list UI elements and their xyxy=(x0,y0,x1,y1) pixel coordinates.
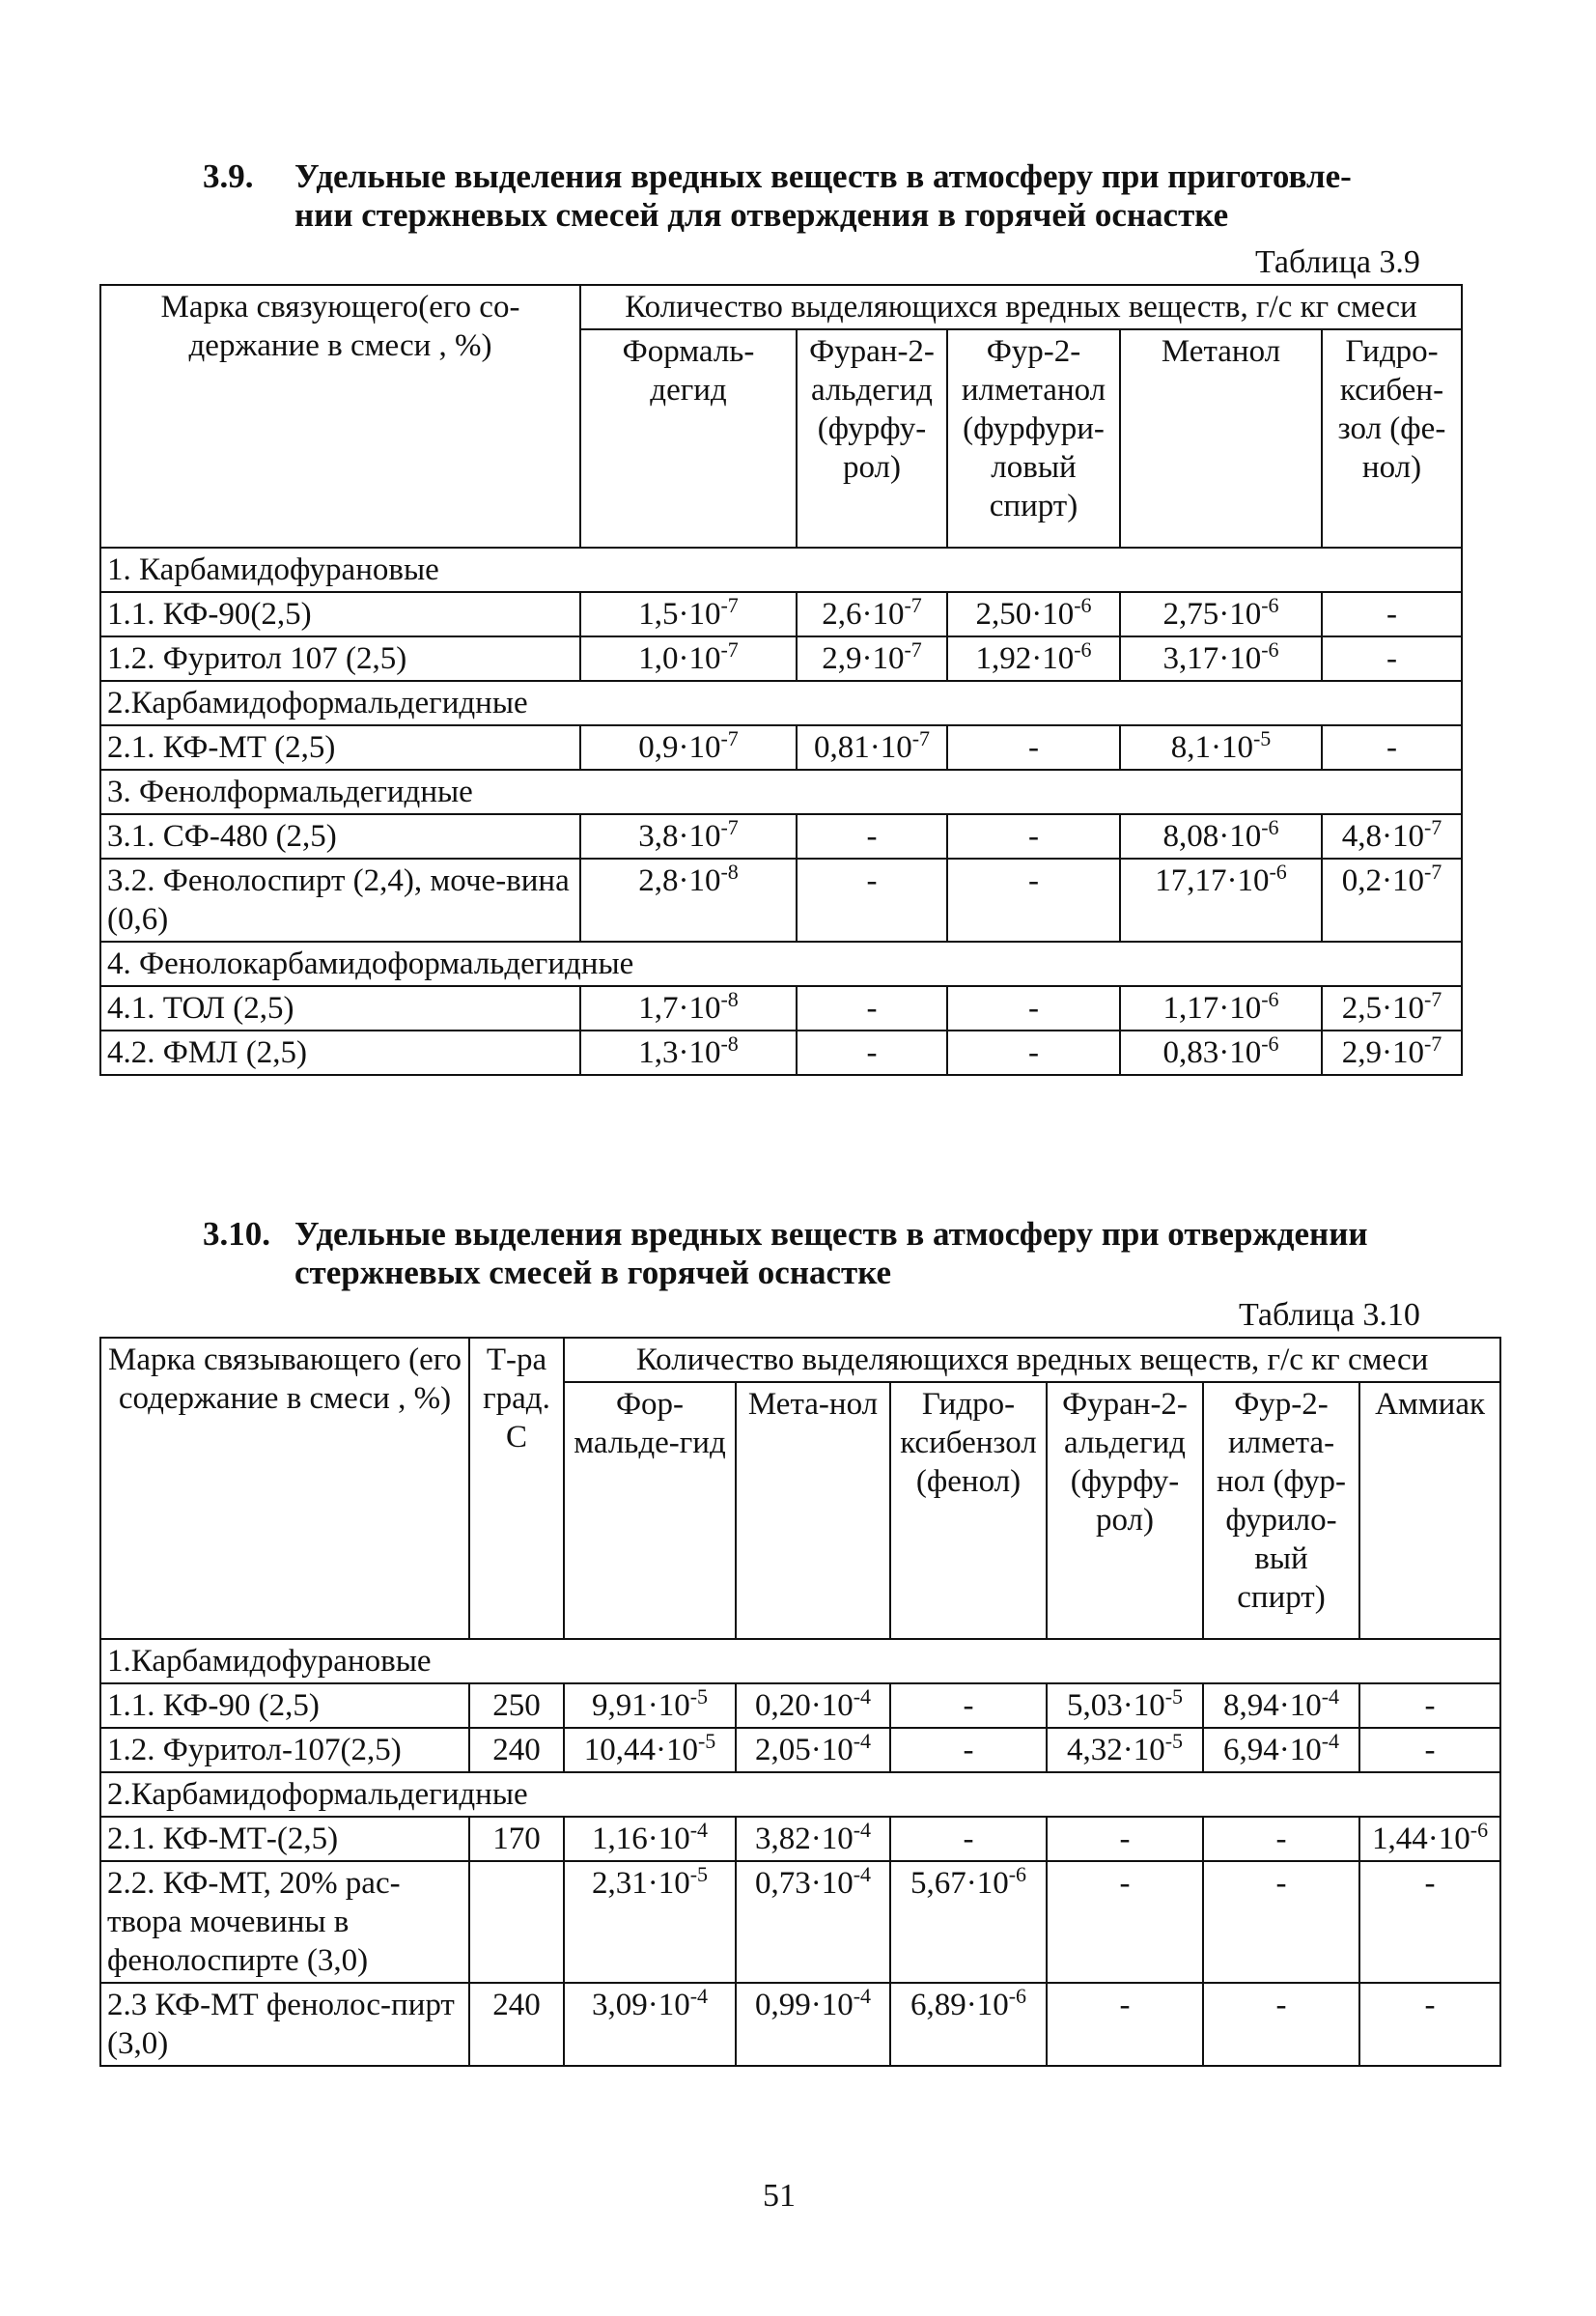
value-cell xyxy=(890,1728,1047,1772)
table-row xyxy=(100,636,1462,681)
value-cell xyxy=(1322,859,1462,942)
value-exponent: -6 xyxy=(1074,593,1092,617)
value-cell xyxy=(1047,1728,1203,1772)
value-cell xyxy=(1047,1983,1203,2066)
header-binder: Марка связывающего (его содержание в смеси , %) xyxy=(100,1338,469,1639)
value-base: 3,17·10 xyxy=(1162,641,1262,676)
value-exponent: -6 xyxy=(1261,637,1279,662)
temperature-cell: 240 xyxy=(469,1983,564,2066)
value-cell xyxy=(580,1031,797,1075)
table-row xyxy=(100,814,1462,859)
value-base: 2,9·10 xyxy=(1341,1035,1424,1070)
value-exponent: -8 xyxy=(720,987,739,1011)
table-3-9-label: Таблица 3.9 xyxy=(1255,244,1420,280)
value-base: 0,99·10 xyxy=(754,1988,854,2022)
binder-cell: 4.1. ТОЛ (2,5) xyxy=(100,986,580,1031)
header-furfural: Фуран-2-альдегид (фурфу-рол) xyxy=(1047,1382,1203,1639)
temperature-cell xyxy=(469,1861,564,1983)
value-exponent: -5 xyxy=(689,1862,709,1886)
header-quantity: Количество выделяющихся вредных веществ, г/с кг смеси xyxy=(580,285,1462,329)
value-base: 2,8·10 xyxy=(638,863,721,898)
value-base: 2,75·10 xyxy=(1162,597,1262,632)
value-base: 2,50·10 xyxy=(975,597,1075,632)
value-base: 9,91·10 xyxy=(591,1688,690,1723)
binder-cell: 2.1. КФ-МТ-(2,5) xyxy=(100,1817,469,1861)
binder-cell: 1.2. Фуритол 107 (2,5) xyxy=(100,636,580,681)
value-base: 5,67·10 xyxy=(910,1866,1009,1901)
heading-line-2: стержневых смесей в горячей оснастке xyxy=(294,1254,892,1291)
value-base: - xyxy=(1424,1688,1436,1723)
header-ammonia: Аммиак xyxy=(1359,1382,1500,1639)
value-base: 2,6·10 xyxy=(822,597,905,632)
value-exponent: -7 xyxy=(1423,1031,1442,1056)
value-base: - xyxy=(1386,597,1397,632)
value-base: 0,2·10 xyxy=(1341,863,1424,898)
temperature-cell: 250 xyxy=(469,1683,564,1728)
value-base: 1,7·10 xyxy=(638,991,721,1026)
value-cell xyxy=(947,814,1120,859)
value-base: - xyxy=(963,1688,974,1723)
group-name: 1.Карбамидофурановые xyxy=(100,1639,1500,1683)
value-base: - xyxy=(1028,730,1039,765)
header-binder: Марка связующего(его со-держание в смеси , %) xyxy=(100,285,580,548)
value-exponent: -7 xyxy=(904,637,922,662)
value-base: 8,08·10 xyxy=(1162,819,1262,854)
group-name: 2.Карбамидоформальдегидные xyxy=(100,1772,1500,1817)
value-base: - xyxy=(1028,991,1039,1026)
value-base: - xyxy=(1028,819,1039,854)
value-exponent: -7 xyxy=(720,726,739,750)
value-exponent: -6 xyxy=(1074,637,1092,662)
value-base: 1,0·10 xyxy=(638,641,721,676)
group-row xyxy=(100,1772,1500,1817)
group-row xyxy=(100,681,1462,725)
value-cell xyxy=(947,636,1120,681)
group-name: 4. Фенолокарбамидоформальдегидные xyxy=(100,942,1462,986)
value-exponent: -6 xyxy=(1261,987,1279,1011)
value-exponent: -7 xyxy=(720,593,739,617)
value-base: - xyxy=(1386,730,1397,765)
header-quantity: Количество выделяющихся вредных веществ, г/с кг смеси xyxy=(564,1338,1500,1382)
value-base: - xyxy=(1028,863,1039,898)
value-base: 0,83·10 xyxy=(1162,1035,1262,1070)
value-base: 6,94·10 xyxy=(1222,1733,1322,1767)
value-exponent: -4 xyxy=(689,1984,709,2008)
value-exponent: -4 xyxy=(689,1818,709,1842)
table-row xyxy=(100,1817,1500,1861)
table-3-9 xyxy=(99,284,1463,1076)
value-cell xyxy=(1322,592,1462,636)
value-base: 8,94·10 xyxy=(1222,1688,1322,1723)
value-cell xyxy=(1203,1983,1359,2066)
temperature-cell: 240 xyxy=(469,1728,564,1772)
value-base: - xyxy=(866,1035,878,1070)
binder-cell: 2.1. КФ-МТ (2,5) xyxy=(100,725,580,770)
value-cell xyxy=(1120,636,1322,681)
value-base: 0,81·10 xyxy=(813,730,912,765)
value-base: - xyxy=(1119,1866,1131,1901)
value-cell xyxy=(1203,1861,1359,1983)
value-cell xyxy=(564,1817,736,1861)
group-row xyxy=(100,1639,1500,1683)
value-exponent: -5 xyxy=(1164,1729,1184,1753)
header-temperature: Т-ра град. С xyxy=(469,1338,564,1639)
group-name: 2.Карбамидоформальдегидные xyxy=(100,681,1462,725)
value-base: 2,5·10 xyxy=(1341,991,1424,1026)
binder-cell: 4.2. ФМЛ (2,5) xyxy=(100,1031,580,1075)
value-exponent: -7 xyxy=(1423,815,1442,839)
value-exponent: -7 xyxy=(1423,860,1442,884)
value-cell xyxy=(1120,814,1322,859)
value-base: - xyxy=(1386,641,1397,676)
binder-cell: 2.3 КФ-МТ фенолос-пирт (3,0) xyxy=(100,1983,469,2066)
table-row xyxy=(100,725,1462,770)
header-furfuryl: Фур-2-илмета-нол (фур-фурило-вый спирт) xyxy=(1203,1382,1359,1639)
value-exponent: -7 xyxy=(1423,987,1442,1011)
value-exponent: -5 xyxy=(689,1684,709,1709)
value-exponent: -7 xyxy=(911,726,931,750)
table-row xyxy=(100,592,1462,636)
value-exponent: -8 xyxy=(720,1031,739,1056)
value-cell xyxy=(890,1817,1047,1861)
value-exponent: -6 xyxy=(1261,593,1279,617)
heading-line-1: Удельные выделения вредных веществ в атмосферу при приготовле- xyxy=(294,157,1352,195)
value-cell xyxy=(580,725,797,770)
binder-cell: 1.2. Фуритол-107(2,5) xyxy=(100,1728,469,1772)
value-base: - xyxy=(866,863,878,898)
group-row xyxy=(100,942,1462,986)
value-exponent: -7 xyxy=(720,637,739,662)
value-cell xyxy=(1120,725,1322,770)
page-number: 51 xyxy=(763,2178,796,2214)
value-cell xyxy=(1120,592,1322,636)
value-base: - xyxy=(963,1733,974,1767)
value-base: 3,09·10 xyxy=(591,1988,690,2022)
header-formaldehyde: Фор-мальде-гид xyxy=(564,1382,736,1639)
value-exponent: -5 xyxy=(1252,726,1272,750)
value-cell xyxy=(1203,1683,1359,1728)
value-cell xyxy=(580,814,797,859)
value-cell xyxy=(797,859,947,942)
value-exponent: -6 xyxy=(1470,1818,1489,1842)
table-row xyxy=(100,1683,1500,1728)
heading-line-2: нии стержневых смесей для отверждения в горячей оснастке xyxy=(294,196,1229,234)
table-row xyxy=(100,859,1462,942)
binder-cell: 1.1. КФ-90(2,5) xyxy=(100,592,580,636)
value-cell xyxy=(736,1683,890,1728)
value-exponent: -4 xyxy=(853,1984,872,2008)
value-exponent: -4 xyxy=(853,1818,872,1842)
header-phenol: Гидро-ксибен-зол (фе-нол) xyxy=(1322,329,1462,548)
value-cell xyxy=(1203,1817,1359,1861)
value-cell xyxy=(797,725,947,770)
value-cell xyxy=(1203,1728,1359,1772)
value-exponent: -6 xyxy=(1261,1031,1279,1056)
table-3-10 xyxy=(99,1337,1501,2067)
value-base: - xyxy=(1119,1988,1131,2022)
value-cell xyxy=(736,1817,890,1861)
value-cell xyxy=(1047,1683,1203,1728)
value-cell xyxy=(1047,1861,1203,1983)
group-name: 3. Фенолформальдегидные xyxy=(100,770,1462,814)
value-base: 3,82·10 xyxy=(754,1822,854,1856)
value-base: - xyxy=(1424,1733,1436,1767)
value-base: - xyxy=(1119,1822,1131,1856)
value-cell xyxy=(564,1683,736,1728)
group-name: 1. Карбамидофурановые xyxy=(100,548,1462,592)
value-exponent: -6 xyxy=(1008,1984,1027,2008)
value-base: 1,3·10 xyxy=(638,1035,721,1070)
value-base: 2,05·10 xyxy=(754,1733,854,1767)
value-base: 2,9·10 xyxy=(822,641,905,676)
value-cell xyxy=(797,636,947,681)
value-exponent: -4 xyxy=(853,1862,872,1886)
value-base: - xyxy=(1424,1988,1436,2022)
value-cell xyxy=(736,1728,890,1772)
binder-cell: 3.2. Фенолоспирт (2,4), моче-вина (0,6) xyxy=(100,859,580,942)
value-cell xyxy=(1120,986,1322,1031)
value-exponent: -6 xyxy=(1269,860,1287,884)
value-exponent: -7 xyxy=(720,815,739,839)
value-cell xyxy=(890,1683,1047,1728)
value-base: 1,17·10 xyxy=(1162,991,1262,1026)
group-row xyxy=(100,770,1462,814)
value-exponent: -8 xyxy=(720,860,739,884)
value-exponent: -6 xyxy=(1008,1862,1027,1886)
value-cell xyxy=(1359,1817,1500,1861)
value-exponent: -6 xyxy=(1261,815,1279,839)
value-base: 17,17·10 xyxy=(1155,863,1270,898)
value-base: 3,8·10 xyxy=(638,819,721,854)
value-base: - xyxy=(1028,1035,1039,1070)
value-cell xyxy=(580,592,797,636)
value-base: - xyxy=(1275,1988,1287,2022)
value-base: - xyxy=(866,991,878,1026)
value-cell xyxy=(1322,814,1462,859)
value-cell xyxy=(564,1861,736,1983)
value-base: 0,73·10 xyxy=(754,1866,854,1901)
value-base: - xyxy=(1424,1866,1436,1901)
value-base: 2,31·10 xyxy=(591,1866,690,1901)
value-base: 1,92·10 xyxy=(975,641,1075,676)
value-cell xyxy=(797,1031,947,1075)
value-cell xyxy=(1359,1683,1500,1728)
value-base: - xyxy=(866,819,878,854)
section-number: 3.9. xyxy=(203,157,254,195)
header-methanol: Мета-нол xyxy=(736,1382,890,1639)
table-row xyxy=(100,1728,1500,1772)
value-exponent: -4 xyxy=(1321,1684,1340,1709)
value-base: 8,1·10 xyxy=(1170,730,1253,765)
section-3-9-heading xyxy=(203,157,1458,235)
table-row xyxy=(100,1861,1500,1983)
value-cell xyxy=(1359,1983,1500,2066)
header-furfural: Фуран-2-альдегид (фурфу-рол) xyxy=(797,329,947,548)
value-exponent: -7 xyxy=(904,593,922,617)
value-base: 6,89·10 xyxy=(910,1988,1009,2022)
value-base: 4,32·10 xyxy=(1066,1733,1165,1767)
value-cell xyxy=(736,1861,890,1983)
value-cell xyxy=(736,1983,890,2066)
value-base: 5,03·10 xyxy=(1066,1688,1165,1723)
temperature-cell: 170 xyxy=(469,1817,564,1861)
value-exponent: -4 xyxy=(853,1684,872,1709)
table-row xyxy=(100,1031,1462,1075)
value-base: 10,44·10 xyxy=(583,1733,698,1767)
binder-cell: 1.1. КФ-90 (2,5) xyxy=(100,1683,469,1728)
section-3-10-heading xyxy=(203,1215,1458,1292)
group-row xyxy=(100,548,1462,592)
value-cell xyxy=(1322,1031,1462,1075)
value-base: - xyxy=(1275,1822,1287,1856)
value-cell xyxy=(947,592,1120,636)
value-cell xyxy=(580,636,797,681)
value-cell xyxy=(580,986,797,1031)
table-row xyxy=(100,1983,1500,2066)
value-cell xyxy=(947,859,1120,942)
value-base: 0,9·10 xyxy=(638,730,721,765)
value-cell xyxy=(1120,1031,1322,1075)
binder-cell: 3.1. СФ-480 (2,5) xyxy=(100,814,580,859)
header-methanol: Метанол xyxy=(1120,329,1322,548)
header-furfuryl: Фур-2-илметанол (фурфури-ловый спирт) xyxy=(947,329,1120,548)
value-base: 1,5·10 xyxy=(638,597,721,632)
value-base: 4,8·10 xyxy=(1341,819,1424,854)
value-exponent: -4 xyxy=(853,1729,872,1753)
value-cell xyxy=(1322,986,1462,1031)
value-base: 1,44·10 xyxy=(1372,1822,1470,1856)
value-exponent: -4 xyxy=(1321,1729,1340,1753)
value-cell xyxy=(890,1861,1047,1983)
value-cell xyxy=(1359,1861,1500,1983)
value-cell xyxy=(797,814,947,859)
value-cell xyxy=(947,725,1120,770)
value-cell xyxy=(1047,1817,1203,1861)
value-cell xyxy=(1322,636,1462,681)
value-cell xyxy=(947,1031,1120,1075)
value-cell xyxy=(1322,725,1462,770)
value-cell xyxy=(797,986,947,1031)
value-cell xyxy=(890,1983,1047,2066)
value-cell xyxy=(564,1983,736,2066)
value-base: - xyxy=(963,1822,974,1856)
value-exponent: -5 xyxy=(697,1729,716,1753)
table-row xyxy=(100,986,1462,1031)
value-cell xyxy=(947,986,1120,1031)
value-base: 0,20·10 xyxy=(754,1688,854,1723)
table-3-10-label: Таблица 3.10 xyxy=(1239,1297,1420,1333)
value-base: 1,16·10 xyxy=(591,1822,690,1856)
value-cell xyxy=(1359,1728,1500,1772)
value-cell xyxy=(564,1728,736,1772)
binder-cell: 2.2. КФ-МТ, 20% рас-твора мочевины в фенолоспирте (3,0) xyxy=(100,1861,469,1983)
header-formaldehyde: Формаль-дегид xyxy=(580,329,797,548)
heading-line-1: Удельные выделения вредных веществ в атмосферу при отверждении xyxy=(294,1215,1368,1253)
header-phenol: Гидро-ксибензол (фенол) xyxy=(890,1382,1047,1639)
value-cell xyxy=(797,592,947,636)
value-base: - xyxy=(1275,1866,1287,1901)
section-number: 3.10. xyxy=(203,1215,270,1253)
value-cell xyxy=(580,859,797,942)
value-cell xyxy=(1120,859,1322,942)
value-exponent: -5 xyxy=(1164,1684,1184,1709)
